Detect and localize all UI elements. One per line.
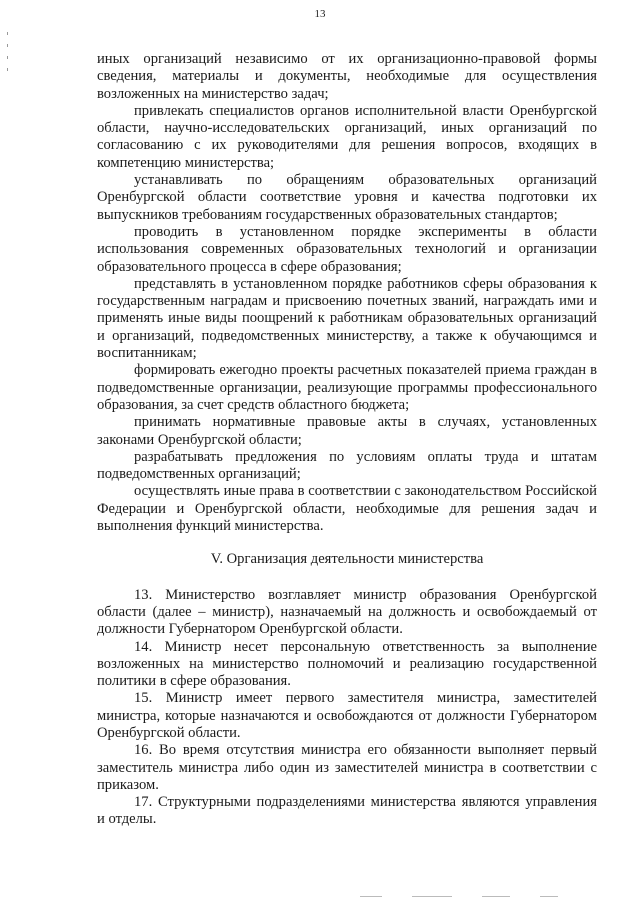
clause-13: 13. Министерство возглавляет министр образования Оренбургской области (далее – министр), назначаемый на должность и освобождаемый от должности Губернатором Оренбургской области.: [97, 586, 597, 638]
paragraph-right-establish-compliance: устанавливать по обращениям образовательных организаций Оренбургской области соответствие уровня и качества подготовки их выпускников требованиям государственных образовательных стандартов;: [97, 172, 597, 223]
paragraph-right-normative-acts: принимать нормативные правовые акты в случаях, установленных законами Оренбургской области;: [97, 414, 597, 448]
margin-ticks: [6, 32, 10, 82]
paragraph-right-experiments: проводить в установленном порядке эксперименты в области использования современных образовательных технологий и организации образовательного процесса в сфере образования;: [97, 223, 597, 275]
page-number: 13: [314, 8, 326, 20]
paragraph-right-awards: представлять в установленном порядке работников сферы образования к государственным наградам и присвоению почетных званий, награждать ими и применять иные виды поощрений к работникам образовательных организаций и организаций, подведомственных министерству, а также к обучающимся и воспитанникам;: [97, 275, 597, 362]
paragraph-continuation: иных организаций независимо от их организационно-правовой формы сведения, материалы и документы, необходимые для осуществления возложенных на министерство задач;: [97, 51, 597, 102]
bottom-scan-marks: [360, 896, 610, 898]
clause-16: 16. Во время отсутствия министра его обязанности выполняет первый заместитель министра либо один из заместителей министра в соответствии с приказом.: [97, 742, 597, 793]
paragraph-right-other: осуществлять иные права в соответствии с законодательством Российской Федерации и Оренбургской области, необходимые для решения задач и выполнения функций министерства.: [97, 483, 597, 535]
paragraph-right-salary-proposals: разрабатывать предложения по условиям оплаты труда и штатам подведомственных организаций;: [97, 448, 597, 483]
clause-15: 15. Министр имеет первого заместителя министра, заместителей министра, которые назначаются и освобождаются от должности Губернатором Оренбургской области.: [97, 690, 597, 741]
clause-17: 17. Структурными подразделениями министерства являются управления и отделы.: [97, 794, 597, 828]
document-body: [97, 51, 597, 829]
paragraph-right-involve-specialists: привлекать специалистов органов исполнительной власти Оренбургской области, научно-исследовательских организаций, иных организаций по согласованию с их руководителями для решения вопросов, входящих в компетенцию министерства;: [97, 102, 597, 171]
clause-14: 14. Министр несет персональную ответственность за выполнение возложенных на министерство полномочий и реализацию государственной политики в сфере образования.: [97, 638, 597, 690]
paragraph-right-admission-targets: формировать ежегодно проекты расчетных показателей приема граждан в подведомственные организации, реализующие программы профессионального образования, за счет средств областного бюджета;: [97, 362, 597, 413]
section-heading: V. Организация деятельности министерства: [210, 551, 484, 568]
